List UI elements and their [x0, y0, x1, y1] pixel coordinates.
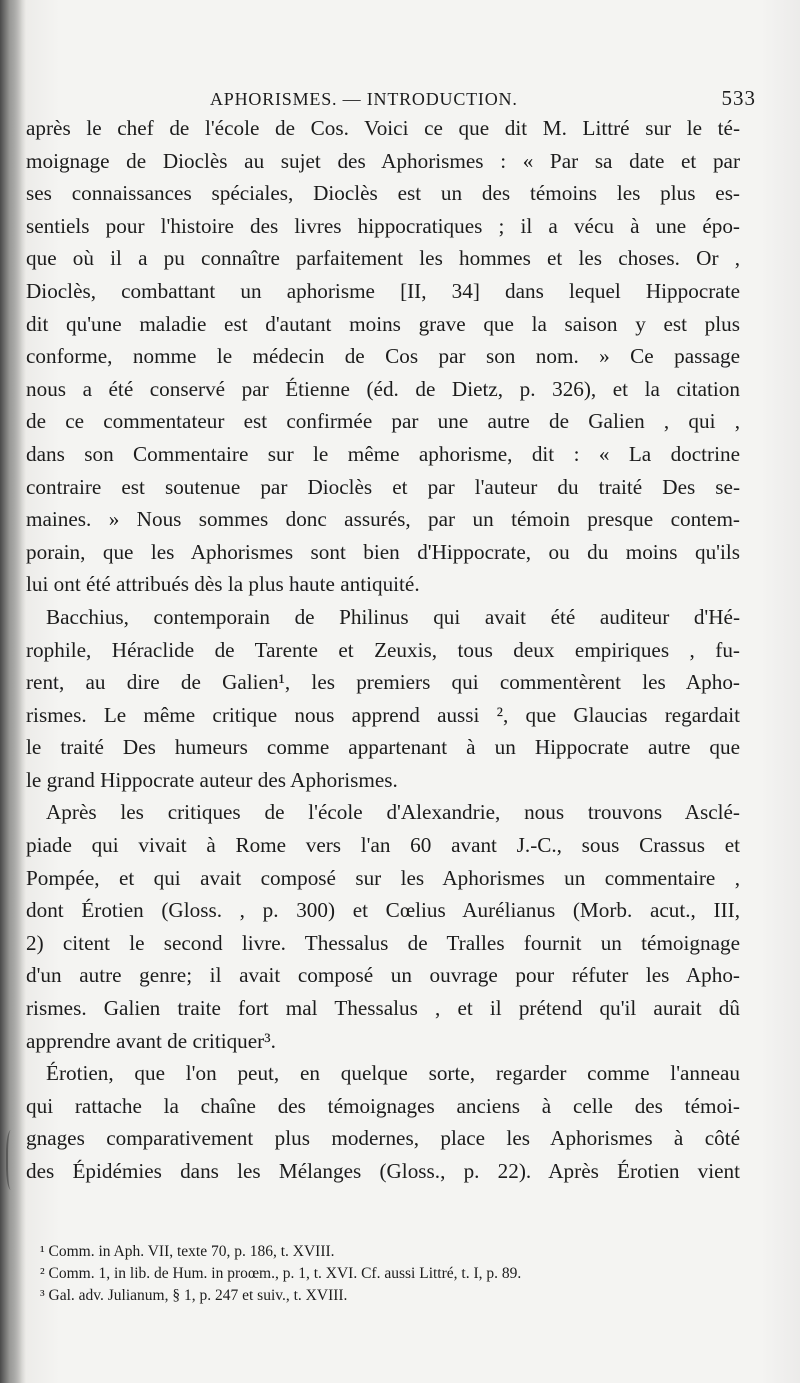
text-line: Bacchius, contemporain de Philinus qui avait été auditeur d'Hé-	[46, 604, 740, 629]
text-line: porain, que les Aphorismes sont bien d'Hippocrate, ou du moins qu'ils	[26, 539, 740, 564]
text-line: que où il a pu connaître parfaitement les hommes et les choses. Or ,	[26, 246, 740, 271]
paragraph-3	[26, 796, 740, 1057]
text-line: piade qui vivait à Rome vers l'an 60 avant J.-C., sous Crassus et	[26, 833, 740, 858]
footnote-3: ³ Gal. adv. Julianum, § 1, p. 247 et suiv., t. XVIII.	[40, 1287, 348, 1304]
text-line: dit qu'une maladie est d'autant moins grave que la saison y est plus	[26, 311, 740, 336]
text-line: contraire est soutenue par Dioclès et par l'auteur du traité Des se-	[26, 474, 740, 499]
text-line: rismes. Galien traite fort mal Thessalus , et il prétend qu'il aurait dû	[26, 996, 740, 1021]
footnote-1: ¹ Comm. in Aph. VII, texte 70, p. 186, t. XVIII.	[40, 1243, 335, 1260]
text-line: ses connaissances spéciales, Dioclès est un des témoins les plus es-	[26, 181, 740, 206]
text-line: rophile, Héraclide de Tarente et Zeuxis, tous deux empiriques , fu-	[26, 637, 740, 662]
text-line: le traité Des humeurs comme appartenant à un Hippocrate autre que	[26, 735, 740, 760]
text-line: rent, au dire de Galien¹, les premiers qui commentèrent les Apho-	[26, 670, 740, 695]
text-line: de ce commentateur est confirmée par une autre de Galien , qui ,	[26, 409, 740, 434]
footnote-2: ² Comm. 1, in lib. de Hum. in proœm., p. 1, t. XVI. Cf. aussi Littré, t. I, p. 89.	[40, 1265, 522, 1282]
paragraph-2	[26, 601, 740, 797]
text-line: apprendre avant de critiquer³.	[26, 1028, 276, 1053]
text-line: conforme, nomme le médecin de Cos par son nom. » Ce passage	[26, 344, 740, 369]
page-number: 533	[721, 86, 756, 110]
paragraph-1	[26, 112, 740, 601]
footnotes	[40, 1241, 740, 1307]
paragraph-4	[26, 1057, 740, 1187]
text-line: le grand Hippocrate auteur des Aphorismes.	[26, 767, 398, 792]
text-line: rismes. Le même critique nous apprend aussi ², que Glaucias regardait	[26, 702, 740, 727]
header-title: APHORISMES. — INTRODUCTION.	[210, 89, 518, 109]
text-line: des Épidémies dans les Mélanges (Gloss., p. 22). Après Érotien vient	[26, 1159, 740, 1183]
text-line: maines. » Nous sommes donc assurés, par un témoin presque contem-	[26, 507, 740, 532]
text-line: lui ont été attribués dès la plus haute antiquité.	[26, 572, 420, 597]
text-line: Pompée, et qui avait composé sur les Aphorismes un commentaire ,	[26, 865, 740, 890]
text-line: d'un autre genre; il avait composé un ouvrage pour réfuter les Apho-	[26, 963, 740, 988]
text-line: dont Érotien (Gloss. , p. 300) et Cœlius Aurélianus (Morb. acut., III,	[26, 898, 740, 923]
text-line: 2) citent le second livre. Thessalus de Tralles fournit un témoignage	[26, 930, 740, 955]
text-line: sentiels pour l'histoire des livres hippocratiques ; il a vécu à une épo-	[26, 213, 740, 238]
text-line: dans son Commentaire sur le même aphorisme, dit : « La doctrine	[26, 441, 740, 466]
running-header	[210, 86, 756, 111]
text-line: Érotien, que l'on peut, en quelque sorte, regarder comme l'anneau	[46, 1061, 740, 1086]
text-line: Dioclès, combattant un aphorisme [II, 34] dans lequel Hippocrate	[26, 278, 740, 303]
text-line: qui rattache la chaîne des témoignages anciens à celle des témoi-	[26, 1093, 740, 1118]
body-text	[26, 112, 740, 1188]
text-line: gnages comparativement plus modernes, place les Aphorismes à côté	[26, 1126, 740, 1151]
text-line: moignage de Dioclès au sujet des Aphorismes : « Par sa date et par	[26, 148, 740, 173]
text-line: nous a été conservé par Étienne (éd. de Dietz, p. 326), et la citation	[26, 376, 740, 401]
margin-mark	[6, 1130, 18, 1190]
text-line: Après les critiques de l'école d'Alexandrie, nous trouvons Asclé-	[46, 800, 740, 825]
text-line: après le chef de l'école de Cos. Voici ce que dit M. Littré sur le té-	[26, 116, 740, 140]
